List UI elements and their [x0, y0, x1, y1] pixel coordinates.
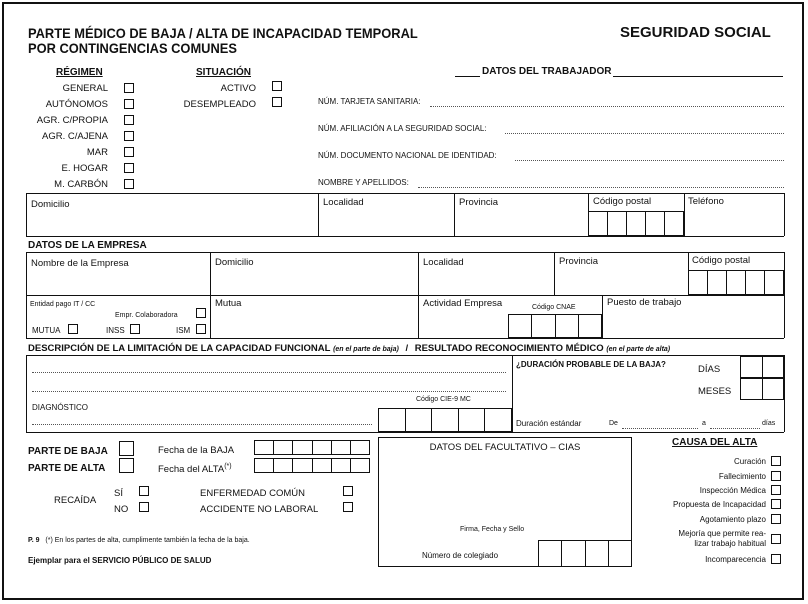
regimen-mar-label: MAR [86, 147, 108, 158]
situacion-activo-checkbox[interactable] [272, 81, 282, 91]
worker-cp-cells[interactable] [588, 211, 684, 236]
regimen-general-label: GENERAL [62, 83, 108, 94]
fecha-baja-cells[interactable] [254, 440, 370, 455]
causa-fallecimiento-label: Fallecimiento [718, 472, 766, 481]
situacion-activo-label: ACTIVO [220, 83, 256, 94]
descripcion-note: (en el parte de baja) [333, 346, 399, 353]
puesto-label: Puesto de trabajo [607, 297, 682, 308]
rule [784, 355, 785, 432]
worker-domicilio-label: Domicilio [31, 199, 70, 210]
causa-incomparecencia-label: Incomparecencia [705, 555, 766, 564]
fecha-alta-label [158, 463, 232, 475]
causa-inspeccion-checkbox[interactable] [771, 485, 781, 495]
cnae-label: Código CNAE [532, 304, 576, 311]
regimen-autonomos-checkbox[interactable] [124, 99, 134, 109]
causa-title: CAUSA DEL ALTA [672, 437, 758, 448]
cnae-cells[interactable] [508, 314, 602, 338]
duracion-a-label: a [702, 420, 706, 427]
empresa-provincia-label: Provincia [559, 256, 599, 267]
causa-mejoria-line2: lizar trabajo habitual [694, 539, 766, 548]
parte-alta-checkbox[interactable] [119, 458, 134, 473]
worker-localidad-label: Localidad [323, 197, 364, 208]
rule [26, 295, 784, 296]
enfermedad-checkbox[interactable] [343, 486, 353, 496]
organization-name: SEGURIDAD SOCIAL [620, 24, 771, 41]
descripcion-line-1[interactable] [32, 372, 506, 373]
worker-address-bottom [26, 236, 784, 237]
causa-agotamiento-checkbox[interactable] [771, 514, 781, 524]
causa-inspeccion-label: Inspección Médica [699, 486, 766, 495]
meses-cells[interactable] [740, 378, 784, 400]
descripcion-header [28, 343, 670, 354]
diagnostico-label: DIAGNÓSTICO [32, 403, 89, 412]
rule [26, 432, 784, 433]
rule [418, 252, 419, 338]
dni-label: NÚM. DOCUMENTO NACIONAL DE IDENTIDAD: [318, 151, 497, 160]
worker-cp-label: Código postal [593, 196, 652, 207]
regimen-agr-ajena-label: AGR. C/AJENA [42, 131, 108, 142]
cie-label: Código CIE-9 MC [416, 396, 471, 403]
firma-label: Firma, Fecha y Sello [460, 526, 525, 533]
descripcion-title: DESCRIPCIÓN DE LA LIMITACIÓN DE LA CAPACIDAD FUNCIONAL [28, 343, 331, 354]
enfermedad-label: ENFERMEDAD COMÚN [200, 488, 306, 499]
accidente-checkbox[interactable] [343, 502, 353, 512]
causa-mejoria-checkbox[interactable] [771, 534, 781, 544]
footer-code: P. 9 [28, 537, 40, 544]
causa-mejoria-label [610, 529, 766, 549]
recaida-si-label: SÍ [114, 488, 123, 499]
empresa-localidad-label: Localidad [423, 257, 464, 268]
causa-propuesta-checkbox[interactable] [771, 499, 781, 509]
causa-propuesta-label: Propuesta de Incapacidad [673, 500, 766, 509]
rule [26, 193, 27, 236]
rule [26, 355, 784, 356]
regimen-general-checkbox[interactable] [124, 83, 134, 93]
colegiado-label: Número de colegiado [422, 551, 499, 560]
regimen-agr-propia-checkbox[interactable] [124, 115, 134, 125]
mutua-option-checkbox[interactable] [68, 324, 78, 334]
empr-colab-label: Empr. Colaboradora [115, 312, 178, 319]
descripcion-sep: / [405, 343, 409, 354]
parte-baja-label: PARTE DE BAJA [28, 446, 108, 457]
regimen-hogar-checkbox[interactable] [124, 163, 134, 173]
inss-option-checkbox[interactable] [130, 324, 140, 334]
empresa-domicilio-label: Domicilio [215, 257, 254, 268]
regimen-autonomos-label: AUTÓNOMOS [45, 99, 108, 110]
ism-option-label: ISM [176, 326, 191, 335]
footer-note [28, 537, 250, 544]
regimen-mar-checkbox[interactable] [124, 147, 134, 157]
tarjeta-label: NÚM. TARJETA SANITARIA: [318, 97, 421, 106]
situacion-desempleado-label: DESEMPLEADO [183, 99, 256, 110]
regimen-title: RÉGIMEN [56, 67, 103, 78]
parte-alta-label: PARTE DE ALTA [28, 463, 106, 474]
empresa-title: DATOS DE LA EMPRESA [28, 240, 147, 251]
nombre-label: NOMBRE Y APELLIDOS: [318, 178, 409, 187]
recaida-no-checkbox[interactable] [139, 502, 149, 512]
descripcion-line-2[interactable] [32, 391, 506, 392]
fecha-baja-label: Fecha de la BAJA [158, 445, 235, 456]
rule [26, 252, 784, 253]
form-title-line2: POR CONTINGENCIAS COMUNES [28, 40, 237, 56]
rule [26, 355, 27, 432]
trabajador-title: DATOS DEL TRABAJADOR [482, 66, 612, 77]
worker-address-top [26, 193, 784, 194]
recaida-no-label: NO [114, 504, 129, 515]
dni-field[interactable] [515, 160, 784, 161]
afiliacion-field[interactable] [505, 133, 784, 134]
duracion-question: ¿DURACIÓN PROBABLE DE LA BAJA? [516, 360, 666, 369]
rule [684, 193, 685, 236]
rule [512, 355, 513, 432]
ism-option-checkbox[interactable] [196, 324, 206, 334]
causa-agotamiento-label: Agotamiento plazo [699, 515, 766, 524]
entidad-label: Entidad pago IT / CC [30, 301, 96, 308]
recaida-label: RECAÍDA [54, 495, 97, 506]
rule [602, 295, 603, 338]
regimen-carbon-checkbox[interactable] [124, 179, 134, 189]
rule [784, 193, 785, 236]
mutua-label: Mutua [215, 298, 242, 309]
afiliacion-label: NÚM. AFILIACIÓN A LA SEGURIDAD SOCIAL: [318, 124, 487, 133]
duracion-dias-label: días [762, 420, 776, 427]
recaida-si-checkbox[interactable] [139, 486, 149, 496]
causa-curacion-checkbox[interactable] [771, 456, 781, 466]
nombre-field[interactable] [418, 187, 784, 188]
duracion-de-label: De [609, 420, 618, 427]
meses-label: MESES [698, 386, 732, 397]
rule [26, 252, 27, 338]
duracion-std-label: Duración estándar [516, 419, 582, 428]
regimen-carbon-label: M. CARBÓN [54, 179, 108, 190]
situacion-desempleado-checkbox[interactable] [272, 97, 282, 107]
parte-baja-checkbox[interactable] [119, 441, 134, 456]
form-title-line1: PARTE MÉDICO DE BAJA / ALTA DE INCAPACIDAD TEMPORAL [28, 25, 418, 41]
tarjeta-field[interactable] [430, 106, 784, 107]
diagnostico-field[interactable] [32, 424, 372, 425]
rule [318, 193, 319, 236]
rule [554, 252, 555, 295]
dias-cells[interactable] [740, 356, 784, 378]
causa-curacion-label: Curación [733, 457, 766, 466]
fecha-alta-text: Fecha del ALTA [158, 464, 225, 476]
mutua-option-label: MUTUA [32, 326, 61, 335]
causa-fallecimiento-checkbox[interactable] [771, 471, 781, 481]
empresa-nombre-label: Nombre de la Empresa [31, 258, 129, 269]
regimen-agr-propia-label: AGR. C/PROPIA [36, 115, 108, 126]
facultativo-title: DATOS DEL FACULTATIVO – CIAS [429, 442, 581, 453]
fecha-alta-cells[interactable] [254, 458, 370, 473]
footer-note-text: (*) En los partes de alta, cumplimente también la fecha de la baja. [45, 537, 250, 544]
causa-incomparecencia-checkbox[interactable] [771, 554, 781, 564]
cie-cells[interactable] [378, 408, 512, 432]
resultado-title: RESULTADO RECONOCIMIENTO MÉDICO [414, 343, 604, 354]
regimen-hogar-label: E. HOGAR [61, 163, 108, 174]
worker-telefono-label: Teléfono [688, 196, 724, 207]
inss-option-label: INSS [106, 326, 125, 335]
fecha-alta-mark: (*) [224, 463, 232, 470]
situacion-title: SITUACIÓN [196, 67, 251, 78]
empr-colab-checkbox[interactable] [196, 308, 206, 318]
regimen-agr-ajena-checkbox[interactable] [124, 131, 134, 141]
rule [26, 338, 784, 339]
rule [210, 252, 211, 338]
rule [454, 193, 455, 236]
resultado-note: (en el parte de alta) [606, 346, 671, 353]
duracion-a-field[interactable] [710, 428, 760, 429]
empresa-cp-label: Código postal [692, 255, 751, 266]
rule [784, 252, 785, 338]
empresa-cp-cells[interactable] [688, 270, 784, 295]
dias-label: DÍAS [698, 364, 721, 375]
actividad-label: Actividad Empresa [423, 298, 503, 309]
ejemplar-text: Ejemplar para el SERVICIO PÚBLICO DE SALUD [28, 556, 212, 565]
duracion-de-field[interactable] [622, 428, 698, 429]
causa-mejoria-line1: Mejoría que permite rea- [678, 529, 766, 538]
accidente-label: ACCIDENTE NO LABORAL [200, 504, 319, 515]
worker-provincia-label: Provincia [459, 197, 499, 208]
